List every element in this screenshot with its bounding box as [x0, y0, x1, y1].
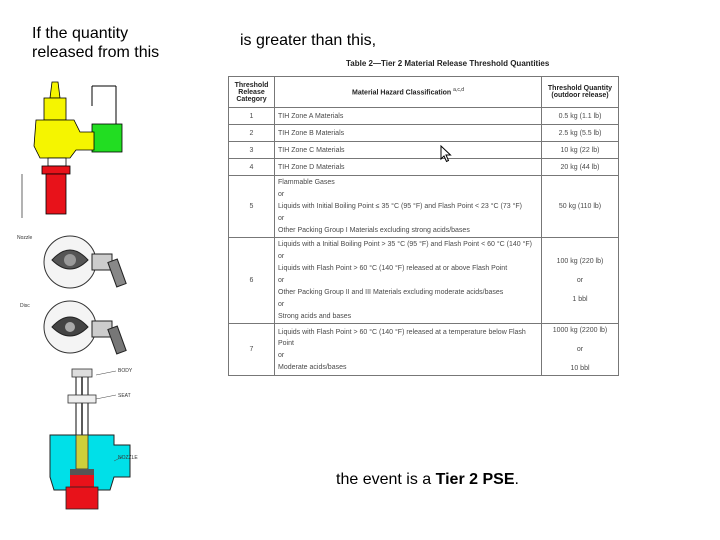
left-heading-line1: If the quantity — [32, 25, 129, 42]
quantity-line: or — [576, 346, 584, 353]
table-row — [229, 324, 619, 376]
cell-quantity — [542, 159, 619, 176]
classification-line: or — [278, 215, 285, 222]
classification-line: Liquids with Initial Boiling Point ≤ 35 °C (95 °F) and Flash Point < 23 °C (73 °F) — [278, 203, 523, 210]
left-heading — [32, 24, 159, 62]
right-heading: is greater than this, — [240, 32, 377, 49]
header-classification-sup: a,c,d — [453, 87, 464, 94]
cell-classification — [275, 176, 542, 238]
valve-label-seat: SEAT — [118, 393, 131, 399]
table-row — [229, 176, 619, 238]
table-row — [229, 159, 619, 176]
quantity-line: 2.5 kg (5.5 lb) — [558, 129, 602, 137]
classification-line: or — [278, 301, 285, 308]
cell-quantity — [542, 108, 619, 125]
threshold-table — [228, 76, 619, 376]
mouse-cursor-icon — [440, 145, 452, 163]
cell-category: 4 — [229, 159, 275, 176]
bottom-heading-prefix: the event is a — [336, 471, 436, 488]
classification-line: Moderate acids/bases — [278, 363, 347, 371]
header-quantity: Threshold Quantity (outdoor release) — [542, 77, 619, 108]
cell-category: 5 — [229, 176, 275, 238]
quantity-line: 0.5 kg (1.1 lb) — [558, 112, 602, 120]
table-row — [229, 125, 619, 142]
table-row — [229, 142, 619, 159]
quantity-line: or — [576, 277, 584, 284]
nozzle-label-top: Nozzle — [17, 235, 33, 241]
classification-line: TIH Zone B Materials — [278, 129, 345, 137]
quantity-line: 50 kg (110 lb) — [558, 203, 602, 210]
quantity-line: 10 bbl — [570, 365, 590, 372]
bottom-heading — [336, 470, 519, 489]
nozzle-label-mid: Disc — [20, 303, 30, 309]
header-category: Threshold Release Category — [229, 77, 275, 108]
cell-category: 2 — [229, 125, 275, 142]
bottom-heading-suffix: . — [514, 471, 519, 488]
quantity-line: 10 kg (22 lb) — [560, 146, 600, 154]
quantity-line: 1000 kg (2200 lb) — [552, 327, 608, 334]
nozzle-diagram-top — [30, 230, 140, 300]
header-classification-text: Material Hazard Classification — [352, 89, 452, 97]
classification-line: or — [278, 191, 285, 198]
table-title: Table 2—Tier 2 Material Release Threshold Quantities — [346, 59, 550, 68]
table-header-row — [229, 77, 619, 108]
classification-line: Other Packing Group I Materials excluding strong acids/bases — [278, 227, 470, 234]
relief-valve-diagram — [20, 78, 130, 218]
table-row — [229, 238, 619, 324]
quantity-line: 1 bbl — [572, 296, 588, 303]
quantity-line: 20 kg (44 lb) — [560, 163, 600, 171]
classification-line: Liquids with a Initial Boiling Point > 35 °C (95 °F) and Flash Point < 60 °C (140 °F) — [278, 241, 532, 248]
classification-line: or — [278, 351, 285, 359]
cell-classification — [275, 159, 542, 176]
bottom-heading-bold: Tier 2 PSE — [435, 471, 515, 488]
cell-category: 7 — [229, 324, 275, 376]
table-body — [229, 108, 619, 376]
classification-line: or — [278, 277, 285, 284]
cell-classification — [275, 125, 542, 142]
classification-line: Flammable Gases — [278, 179, 335, 186]
nozzle-diagram-bottom — [30, 295, 140, 365]
cell-category: 1 — [229, 108, 275, 125]
cell-classification — [275, 324, 542, 376]
classification-line: TIH Zone D Materials — [278, 163, 345, 171]
cell-classification — [275, 108, 542, 125]
classification-line: or — [278, 253, 285, 260]
cell-quantity — [542, 324, 619, 376]
classification-line: Liquids with Flash Point > 60 °C (140 °F) released at a temperature below Flash Point — [278, 328, 526, 347]
cell-quantity — [542, 142, 619, 159]
cell-quantity — [542, 176, 619, 238]
cell-classification — [275, 142, 542, 159]
classification-line: Strong acids and bases — [278, 313, 352, 320]
cell-classification — [275, 238, 542, 324]
cell-quantity — [542, 125, 619, 142]
left-heading-line2: released from this — [32, 44, 160, 61]
valve-cross-section — [30, 365, 140, 515]
classification-line: Liquids with Flash Point > 60 °C (140 °F) released at or above Flash Point — [278, 265, 508, 272]
quantity-line: 100 kg (220 lb) — [556, 258, 604, 265]
cell-category: 3 — [229, 142, 275, 159]
classification-line: TIH Zone C Materials — [278, 146, 345, 154]
cell-quantity — [542, 238, 619, 324]
cell-category: 6 — [229, 238, 275, 324]
valve-label-body: BODY — [118, 368, 133, 374]
header-classification — [275, 77, 542, 108]
classification-line: Other Packing Group II and III Materials excluding moderate acids/bases — [278, 289, 504, 296]
valve-label-nozzle: NOZZLE — [118, 455, 138, 461]
table-row — [229, 108, 619, 125]
classification-line: TIH Zone A Materials — [278, 112, 344, 120]
